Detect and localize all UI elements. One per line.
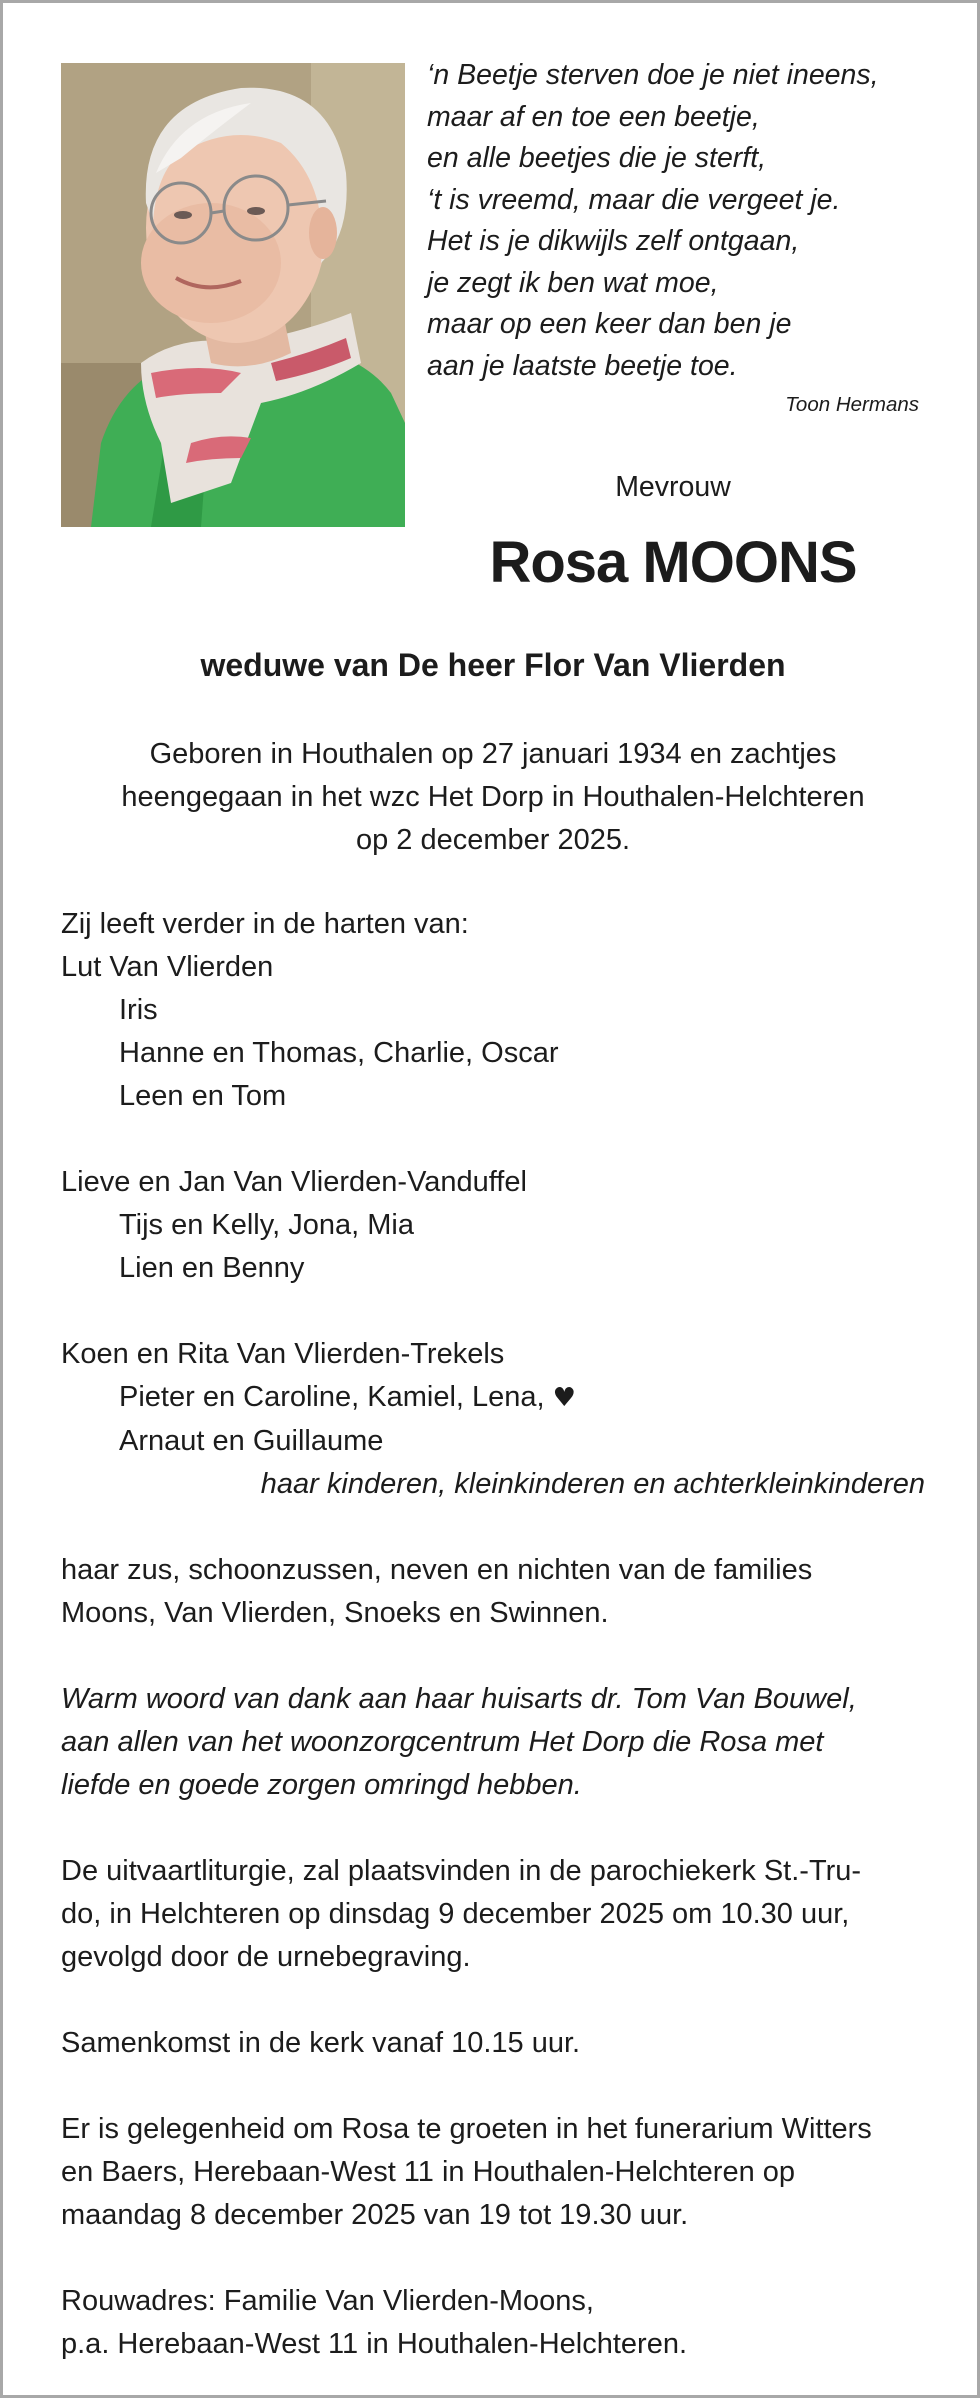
family-member: Tijs en Kelly, Jona, Mia <box>119 1209 414 1241</box>
poem-line: Het is je dikwijls zelf ontgaan, <box>427 225 800 257</box>
spacer <box>61 2065 925 2108</box>
family-intro: Zij leeft verder in de harten van: <box>61 908 469 940</box>
funeral-line: gevolgd door de urnebegraving. <box>61 1941 471 1973</box>
spacer <box>61 1635 925 1678</box>
deceased-name: Rosa MOONS <box>489 530 857 595</box>
poem-line: aan je laatste beetje toe. <box>427 349 738 382</box>
thanks-line: aan allen van het woonzorgcentrum Het Dorp die Rosa met <box>61 1726 824 1758</box>
poem-line: maar af en toe een beetje, <box>427 100 760 133</box>
birth-death-text <box>3 733 980 862</box>
birth-death-line: heengegaan in het wzc Het Dorp in Houthalen-Helchteren <box>121 781 865 813</box>
family-head: Koen en Rita Van Vlierden-Trekels <box>61 1338 505 1370</box>
family-member: Arnaut en Guillaume <box>119 1425 384 1457</box>
visitation-line: maandag 8 december 2025 van 19 tot 19.30 uur. <box>61 2199 689 2231</box>
address-line: Rouwadres: Familie Van Vlierden-Moons, <box>61 2285 594 2317</box>
spacer <box>61 1979 925 2022</box>
widow-of: weduwe van De heer Flor Van Vlierden <box>200 647 786 683</box>
gathering-line: Samenkomst in de kerk vanaf 10.15 uur. <box>61 2027 581 2059</box>
family-member: Leen en Tom <box>119 1080 287 1112</box>
family-member: Hanne en Thomas, Charlie, Oscar <box>119 1037 559 1069</box>
spacer <box>61 2237 925 2280</box>
extended-family-line: haar zus, schoonzussen, neven en nichten van de families <box>61 1554 813 1586</box>
visitation-line: Er is gelegenheid om Rosa te groeten in het funerarium Witters <box>61 2113 872 2145</box>
family-head: Lieve en Jan Van Vlierden-Vanduffel <box>61 1166 527 1198</box>
poem-line: ‘n Beetje sterven doe je niet ineens, <box>427 59 879 91</box>
poem-line: maar op een keer dan ben je <box>427 308 792 340</box>
poem-line: ‘t is vreemd, maar die vergeet je. <box>427 183 841 216</box>
poem-line: en alle beetjes die je sterft, <box>427 142 767 174</box>
poem <box>427 55 927 387</box>
funeral-line: do, in Helchteren op dinsdag 9 december 2025 om 10.30 uur, <box>61 1898 850 1930</box>
poem-line: je zegt ik ben wat moe, <box>427 266 719 299</box>
address-line: p.a. Herebaan-West 11 in Houthalen-Helchteren. <box>61 2328 688 2360</box>
family-head: Lut Van Vlierden <box>61 951 274 983</box>
family-signature: haar kinderen, kleinkinderen en achterkleinkinderen <box>260 1468 925 1500</box>
visitation-line: en Baers, Herebaan-West 11 in Houthalen-Helchteren op <box>61 2156 796 2188</box>
heart-icon: ♥ <box>552 1383 576 1413</box>
family-member <box>61 1376 925 1420</box>
spacer <box>61 1807 925 1850</box>
family-member-text: Pieter en Caroline, Kamiel, Lena, <box>119 1381 545 1413</box>
spacer <box>61 1118 925 1161</box>
thanks-line: Warm woord van dank aan haar huisarts dr. Tom Van Bouwel, <box>61 1683 857 1715</box>
poem-author: Toon Hermans <box>785 393 919 416</box>
birth-death-line: Geboren in Houthalen op 27 januari 1934 en zachtjes <box>149 738 837 770</box>
thanks-line: liefde en goede zorgen omringd hebben. <box>61 1769 582 1801</box>
obituary-body <box>61 903 925 2366</box>
extended-family-line: Moons, Van Vlierden, Snoeks en Swinnen. <box>61 1597 609 1629</box>
salutation: Mevrouw <box>615 471 731 503</box>
portrait-photo <box>61 63 405 527</box>
funeral-line: De uitvaartliturgie, zal plaatsvinden in de parochiekerk St.-Tru- <box>61 1855 862 1887</box>
spacer <box>61 1290 925 1333</box>
birth-death-line: op 2 december 2025. <box>355 824 631 856</box>
family-member: Iris <box>119 994 158 1026</box>
spacer <box>61 1506 925 1549</box>
family-member: Lien en Benny <box>119 1252 305 1284</box>
